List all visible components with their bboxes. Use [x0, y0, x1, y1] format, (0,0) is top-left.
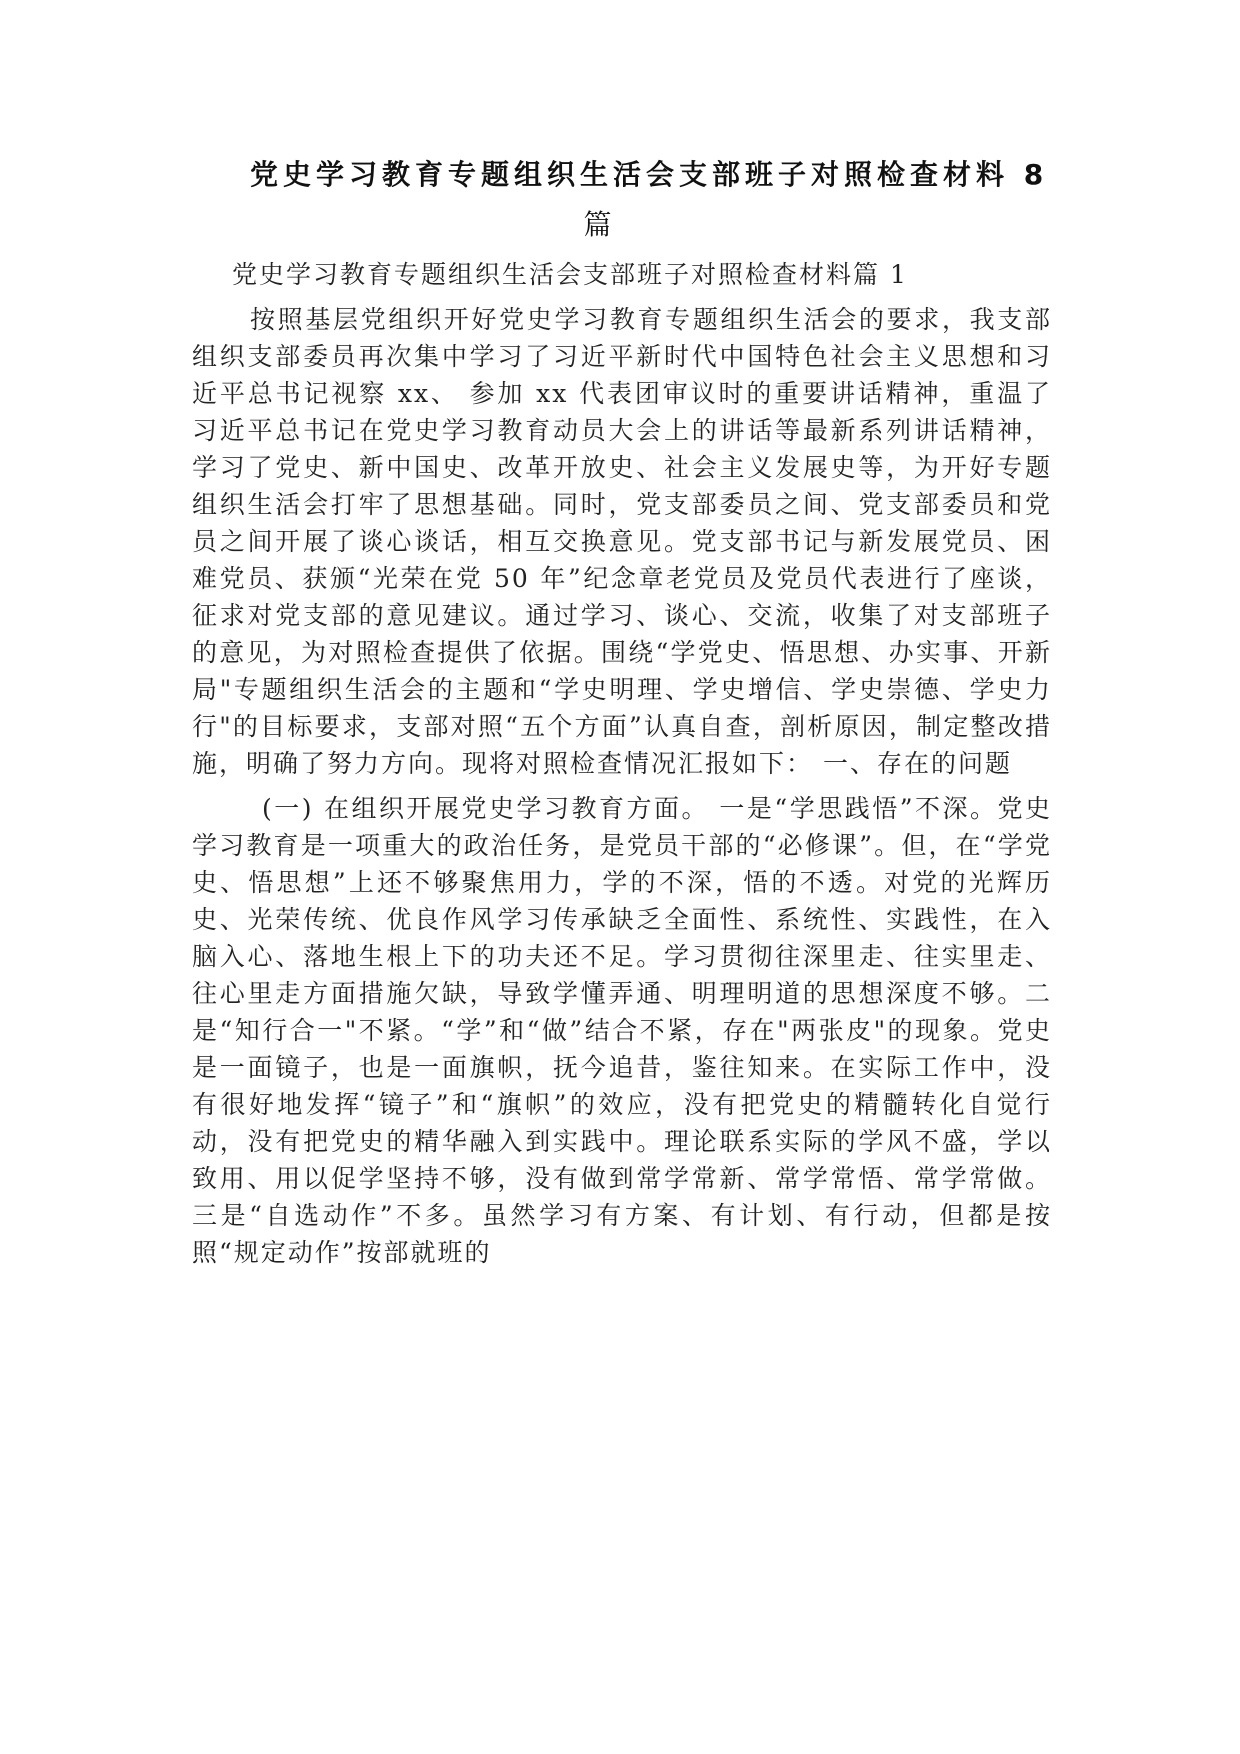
- document-body: [192, 256, 1052, 1271]
- body-paragraph-2: (一) 在组织开展党史学习教育方面。 一是“学思践悟”不深。党史学习教育是一项重大的政治任务，是党员干部的“必修课”。但，在“学党史、悟思想”上还不够聚焦用力，学的不深，悟的不透。对党的光辉历史、光荣传统、优良作风学习传承缺乏全面性、系统性、实践性，在入脑入心、落地生根上下的功夫还不足。学习贯彻往深里走、往实里走、往心里走方面措施欠缺，导致学懂弄通、明理明道的思想深度不够。二是“知行合一"不紧。“学”和“做”结合不紧，存在"两张皮"的现象。党史是一面镜子，也是一面旗帜，抚今追昔，鉴往知来。在实际工作中，没有很好地发挥“镜子”和“旗帜”的效应，没有把党史的精髓转化自觉行动，没有把党史的精华融入到实践中。理论联系实际的学风不盛，学以致用、用以促学坚持不够，没有做到常学常新、常学常悟、常学常做。三是“自选动作”不多。虽然学习有方案、有计划、有行动，但都是按照“规定动作”按部就班的: [192, 794, 1052, 1267]
- document-title: [250, 150, 1060, 250]
- document-title-line1: 党史学习教育专题组织生活会支部班子对照检查材料 8: [250, 158, 1049, 191]
- body-paragraph-1: 按照基层党组织开好党史学习教育专题组织生活会的要求，我支部组织支部委员再次集中学习了习近平新时代中国特色社会主义思想和习近平总书记视察 xx、 参加 xx 代表团审议时的重要讲话精神，重温了习近平总书记在党史学习教育动员大会上的讲话等最新系列讲话精神，学习了党史、新中国史、改革开放史、社会主义发展史等，为开好专题组织生活会打牢了思想基础。同时，党支部委员之间、党支部委员和党员之间开展了谈心谈话，相互交换意见。党支部书记与新发展党员、困难党员、获颁“光荣在党 50 年”纪念章老党员及党员代表进行了座谈，征求对党支部的意见建议。通过学习、谈心、交流，收集了对支部班子的意见，为对照检查提供了依据。围绕“学党史、悟思想、办实事、开新局"专题组织生活会的主题和“学史明理、学史增信、学史崇德、学史力行"的目标要求，支部对照“五个方面”认真自查，剖析原因，制定整改措施，明确了努力方向。现将对照检查情况汇报如下： 一、存在的问题: [192, 305, 1052, 778]
- section-heading: 党史学习教育专题组织生活会支部班子对照检查材料篇 1: [232, 260, 908, 289]
- document-title-line2: 篇: [583, 208, 617, 241]
